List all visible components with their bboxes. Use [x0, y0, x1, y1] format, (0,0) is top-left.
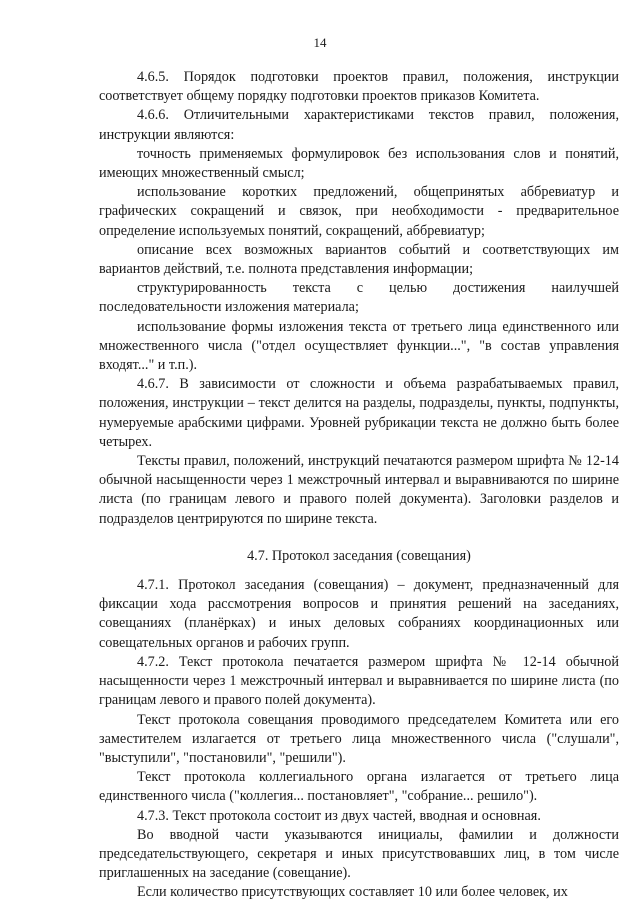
section-heading: 4.7. Протокол заседания (совещания) — [247, 547, 471, 564]
list-item-completeness: описание всех возможных вариантов событий и соответствующих им вариантов действий, т.е. полнота представления информации; — [99, 241, 619, 278]
list-item-structure: структурированность текста с целью достижения наилучшей последовательности изложения материала; — [99, 280, 619, 316]
paragraph-font-rules: Тексты правил, положений, инструкций печатаются размером шрифта № 12-14 обычной насыщенности через 1 межстрочный интервал и выравниваются по ширине листа (по границам левого и правого полей документа). Заголовки разделов и подразделов центрируются по ширине текста. — [99, 453, 619, 527]
list-item-precision: точность применяемых формулировок без использования слов и понятий, имеющих множественный смысл; — [99, 145, 619, 182]
document-body — [99, 68, 619, 903]
paragraph-intro-part: Во вводной части указываются инициалы, фамилии и должности председательствующего, секретаря и иных присутствовавших лиц, в том числе приглашенных на заседание (совещание). — [99, 826, 619, 882]
paragraph-collegial-text: Текст протокола коллегиального органа излагается от третьего лица единственного числа ("коллегия... постановляет", "собрание... решило"). — [99, 769, 619, 805]
paragraph-meeting-text: Текст протокола совещания проводимого председателем Комитета или его заместителем излагается от третьего лица множественного числа ("слушали", "выступили", "постановили", "решили"). — [99, 711, 619, 766]
paragraph-4-7-2: 4.7.2. Текст протокола печатается размером шрифта № 12-14 обычной насыщенности через 1 межстрочный интервал и выравнивается по ширине листа (по границам левого и правого полей документа). — [99, 653, 619, 709]
paragraph-4-7-1: 4.7.1. Протокол заседания (совещания) – документ, предназначенный для фиксации хода рассмотрения вопросов и принятия решений на заседаниях, совещаниях (планёрках) и иных деловых собраниях координационных или совещательных органов и рабочих групп. — [99, 577, 619, 651]
page-number: 14 — [313, 35, 327, 50]
paragraph-4-7-3: 4.7.3. Текст протокола состоит из двух частей, вводная и основная. — [137, 807, 541, 824]
paragraph-attendees: Если количество присутствующих составляет 10 или более человек, их — [137, 884, 568, 901]
list-item-short-sentences: использование коротких предложений, общепринятых аббревиатур и графических сокращений и связок, при необходимости - предварительное определение используемых понятий, сокращений, аббревиатур; — [99, 184, 619, 239]
paragraph-4-6-5: 4.6.5. Порядок подготовки проектов правил, положения, инструкции соответствует общему порядку подготовки проектов приказов Комитета. — [99, 69, 619, 105]
list-item-third-person: использование формы изложения текста от третьего лица единственного или множественного числа ("отдел осуществляет функции...", "в состав управления входят..." и т.п.). — [99, 318, 619, 374]
paragraph-4-6-7: 4.6.7. В зависимости от сложности и объема разрабатываемых правил, положения, инструкции – текст делится на разделы, подразделы, пункты, подпункты, нумеруемые арабскими цифрами. Уровней рубрикации текста не должно быть более четырех. — [99, 376, 619, 450]
paragraph-4-6-6: 4.6.6. Отличительными характеристиками текстов правил, положения, инструкции являются: — [99, 107, 619, 143]
